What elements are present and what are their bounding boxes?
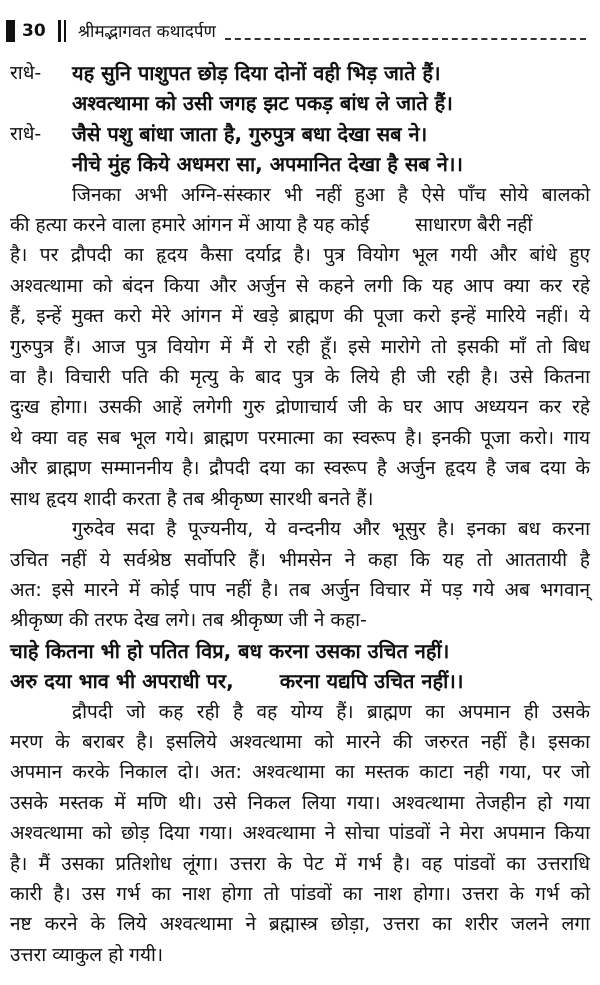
text-line: नष्ट करने के लिये अश्वत्थामा ने ब्रह्मास्त्र छोड़ा, उत्तरा का शरीर जलने लगा (10, 913, 590, 936)
page-body (10, 58, 590, 970)
book-title: श्रीमद्भागवत कथादर्पण (78, 22, 216, 42)
page-number: 30 (22, 21, 46, 41)
text-line: अपमान करके निकाल दो। अत: अश्वत्थामा का मस्तक काटा नही गया, पर जो (10, 761, 590, 784)
verse-line (10, 149, 590, 179)
text-line: गुरुदेव सदा है पूज्यनीय, ये वन्दनीय और भूसुर है। इनका बध करना (72, 518, 590, 541)
verse-text: चाहे कितना भी हो पतित विप्र, बध करना उसका उचित नहीं। (10, 638, 450, 663)
text-line: कारी है। उस गर्भ का नाश होगा तो पांडवों का नाश होगा। उत्तरा के गर्भ को (10, 882, 590, 905)
text-line: अश्वत्थामा को बंदन किया और अर्जुन से कहने लगी कि यह आप क्या कर रहे (10, 274, 590, 297)
text-line: वा है। विचारी पति की मृत्यु के बाद पुत्र के लिये ही जी रही है। उसे कितना (10, 366, 590, 389)
text-line: है। मैं उसका प्रतिशोध लूंगा। उत्तरा के पेट में गर्भ है। वह पांडवों का उत्तराधि (10, 852, 590, 875)
verse-line (10, 119, 590, 149)
verse-line (10, 88, 590, 118)
text-line: अश्वत्थामा को छोड़ दिया गया। अश्वत्थामा ने सोचा पांडवों ने मेरा अपमान किया (10, 822, 590, 845)
text-line: अत: इसे मारने में कोई पाप नहीं है। तब अर्जुन विचार में पड़ गये अब भगवान् (10, 578, 590, 601)
text-line: है। पर द्रौपदी का हृदय कैसा दर्याद्र है। पुत्र वियोग भूल गयी और बांधे हुए (10, 244, 590, 267)
paragraph-2 (10, 514, 590, 636)
paragraph-3 (10, 697, 590, 971)
header-divider-icon (64, 20, 66, 42)
text-line: उसके मस्तक में मणि थी। उसे निकल लिया गया। अश्वत्थामा तेजहीन हो गया (10, 791, 590, 814)
header-bar-icon (6, 20, 15, 42)
text-line: गुरुपुत्र हैं। आज पुत्र वियोग में मैं रो रही हूँ। इसे मारोगे तो इसकी माँ तो बिध (10, 335, 590, 358)
text-line: की हत्या करने वाला हमारे आंगन में आया है यह कोई साधारण बैरी नहीं (10, 214, 533, 237)
text-line: साथ हृदय शादी करता है तब श्रीकृष्ण सारथी बनते हैं। (10, 487, 374, 510)
text-line: दुःख होगा। उसकी आहें लगेगी गुरु द्रोणाचार्य जी के घर आप अध्ययन कर रहे (10, 396, 590, 419)
verse-text: यह सुनि पाशुपत छोड़ दिया दोनों वही भिड़ जाते हैं। (72, 61, 441, 85)
verse-text: अश्वत्थामा को उसी जगह झट पकड़ बांध ले जाते हैं। (72, 91, 453, 116)
verse-block (10, 636, 590, 697)
verse-speaker: राधे- (10, 122, 42, 145)
text-line: मरण के बराबर है। इसलिये अश्वत्थामा को मारने की जरुरत नहीं है। इसका (10, 730, 590, 753)
paragraph-1 (10, 180, 590, 514)
text-line: थे क्या वह सब भूल गये। ब्राह्मण परमात्मा का स्वरूप है। इनकी पूजा करो। गाय (10, 426, 590, 449)
verse-text: नीचे मुंह किये अधमरा सा, अपमानित देखा है सब ने।। (72, 152, 464, 177)
verse-speaker: राधे- (10, 62, 42, 84)
text-line: उत्तरा व्याकुल हो गयी। (10, 943, 164, 966)
page-header (0, 16, 600, 46)
text-line: श्रीकृष्ण की तरफ देख लगे। तब श्रीकृष्ण जी ने कहा- (10, 609, 367, 632)
text-line: हैं, इन्हें मुक्त करो मेरे आंगन में खड़े ब्राह्मण की पूजा करो इन्हें मारिये नहीं। ये (10, 305, 590, 328)
text-line: द्रौपदी जो कह रही है वह योग्य हैं। ब्राह्मण का अपमान ही उसके (72, 700, 590, 723)
verse-text: अरु दया भाव भी अपराधी पर, करना यद्यपि उचित नहीं।। (10, 669, 464, 694)
text-line: जिनका अभी अग्नि-संस्कार भी नहीं हुआ है ऐसे पाँच सोये बालको (72, 183, 590, 206)
text-line: उचित नहीं ये सर्वश्रेष्ठ सर्वोपरि हैं। भीमसेन ने कहा कि यह तो आततायी है (10, 548, 590, 571)
header-divider-icon (58, 20, 61, 42)
header-rule (225, 38, 586, 40)
text-line: और ब्राह्मण सम्माननीय है। द्रौपदी दया का स्वरूप है अर्जुन हृदय है जब दया के (10, 457, 590, 480)
verse-text: जैसे पशु बांधा जाता है, गुरुपुत्र बधा देखा सब ने। (72, 121, 428, 146)
verse-line (10, 58, 590, 88)
